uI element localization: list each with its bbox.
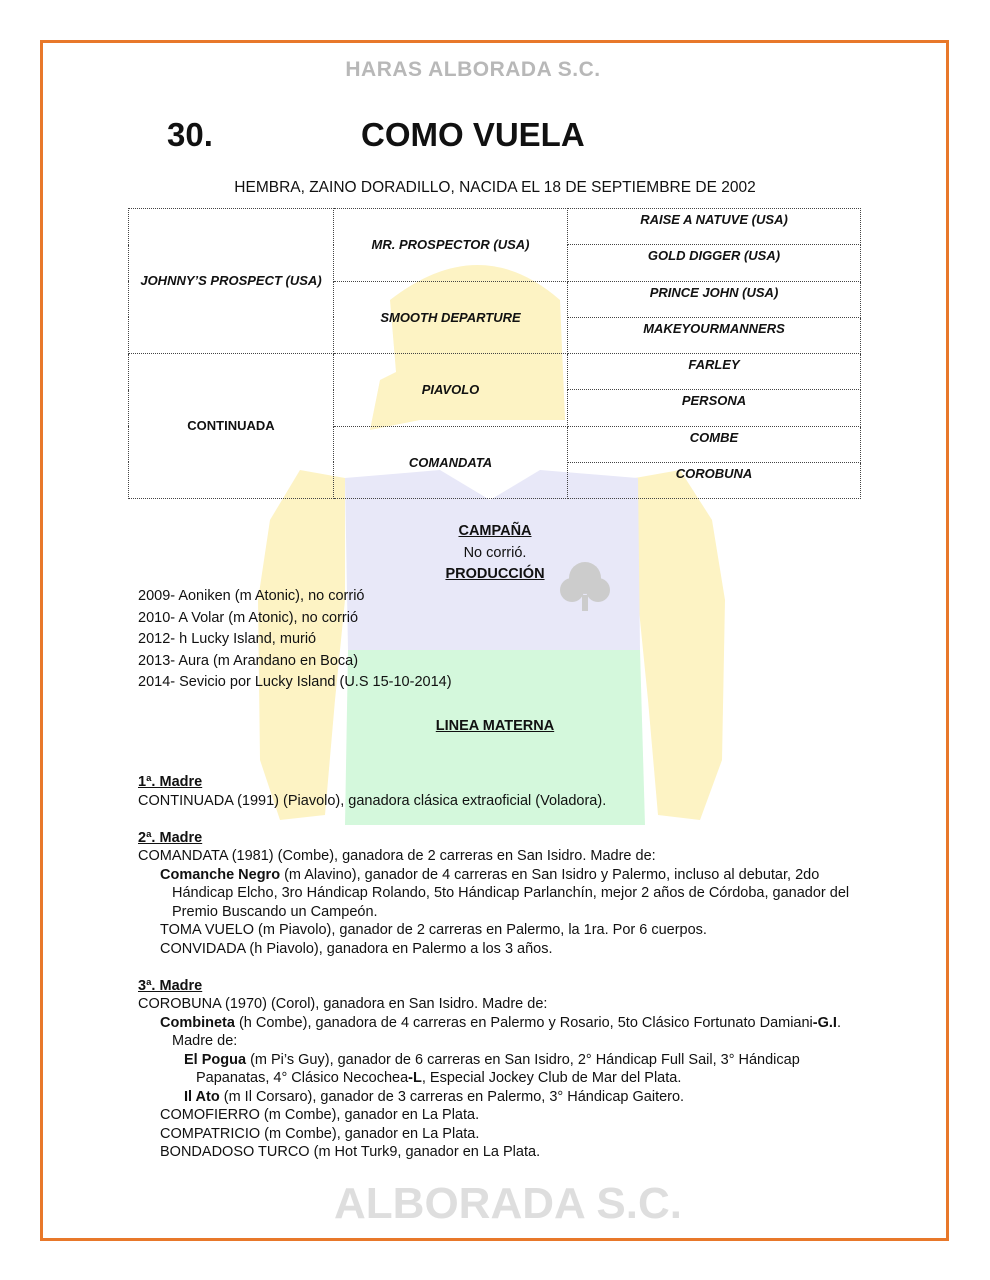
produccion-item: 2014- Sevicio por Lucky Island (U.S 15-10-2014)	[138, 674, 452, 690]
line-text: (h Combe), ganadora de 4 carreras en Palermo y Rosario, 5to Clásico Fortunato Damiani	[234, 1014, 813, 1031]
line-text: . Madre de:	[172, 1014, 841, 1049]
horse-name-bold: Comanche Negro	[160, 866, 281, 883]
dam: CONTINUADA	[129, 354, 334, 499]
gen3-3: PRINCE JOHN (USA)	[568, 281, 861, 317]
watermark-text: ALBORADA S.C.	[334, 1179, 682, 1228]
gen3-2: GOLD DIGGER (USA)	[568, 245, 861, 281]
offspring-line	[138, 1143, 850, 1162]
horse-name-bold: El Pogua	[184, 1051, 247, 1068]
sire-dam: SMOOTH DEPARTURE	[334, 281, 568, 354]
madre-heading: 3ª. Madre	[138, 977, 203, 994]
offspring-line	[138, 792, 850, 811]
line-text: COMPATRICIO (m Combe), ganador en La Plata.	[160, 1125, 480, 1142]
linea-materna-heading: LINEA MATERNA	[435, 718, 555, 734]
horse-name-bold: -L	[408, 1070, 422, 1086]
stud-name: HARAS ALBORADA S.C.	[345, 58, 601, 81]
madre-heading: 1ª. Madre	[138, 774, 203, 790]
offspring-line	[138, 1125, 850, 1144]
line-text: (m Il Corsaro), ganador de 3 carreras en Palermo, 3° Hándicap Gaitero.	[219, 1088, 685, 1105]
gen3-4: MAKEYOURMANNERS	[568, 317, 861, 353]
produccion-list	[138, 586, 452, 694]
gen3-8: COROBUNA	[568, 462, 861, 498]
offspring-line	[138, 995, 850, 1014]
spacer	[138, 810, 850, 829]
sire-sire: MR. PROSPECTOR (USA)	[334, 209, 568, 282]
produccion-item: 2009- Aoniken (m Atonic), no corrió	[138, 588, 365, 604]
horse-description: HEMBRA, ZAINO DORADILLO, NACIDA EL 18 DE SEPTIEMBRE DE 2002	[234, 179, 756, 196]
line-text: (m Alavino), ganador de 4 carreras en San Isidro y Palermo, incluso al debutar, 2do Hándicap Elcho, 3ro Hándicap Rolando, 5to Hándicap Parlanchín, mejor 2 años de Córdoba, ganador del Premio Buscando un Campeón.	[172, 866, 850, 920]
gen3-1: RAISE A NATUVE (USA)	[568, 209, 861, 245]
line-text: COMOFIERRO (m Combe), ganador en La Plata.	[160, 1107, 480, 1123]
offspring-line	[138, 866, 850, 922]
gen3-5: FARLEY	[568, 354, 861, 390]
line-text: , Especial Jockey Club de Mar del Plata.	[421, 1070, 682, 1086]
offspring-line	[138, 1014, 850, 1051]
offspring-line	[138, 921, 850, 940]
dam-dam: COMANDATA	[334, 426, 568, 499]
horse-name-bold: -G.I	[812, 1014, 837, 1031]
line-text: BONDADOSO TURCO (m Hot Turk9, ganador en La Plata.	[160, 1144, 541, 1160]
line-text: TOMA VUELO (m Piavolo), ganador de 2 carreras en Palermo, la 1ra. Por 6 cuerpos.	[160, 922, 707, 938]
offspring-line	[138, 1051, 850, 1088]
dam-sire: PIAVOLO	[334, 354, 568, 427]
horse-name-bold: Combineta	[160, 1014, 235, 1031]
pedigree-table	[128, 208, 861, 499]
sire: JOHNNY’S PROSPECT (USA)	[129, 209, 334, 354]
offspring-line	[138, 1088, 850, 1107]
produccion-item: 2010- A Volar (m Atonic), no corrió	[138, 609, 359, 626]
campana-heading: CAMPAÑA	[458, 523, 532, 539]
madre-heading: 2ª. Madre	[138, 829, 203, 846]
produccion-item: 2013- Aura (m Arandano en Boca)	[138, 652, 359, 669]
line-text: COMANDATA (1981) (Combe), ganadora de 2 carreras en San Isidro. Madre de:	[138, 848, 656, 864]
linea-materna-section	[138, 773, 850, 1162]
spacer	[138, 958, 850, 977]
campana-text: No corrió.	[463, 545, 527, 561]
gen3-6: PERSONA	[568, 390, 861, 426]
produccion-heading: PRODUCCIÓN	[445, 566, 545, 582]
line-text: (m Pi’s Guy), ganador de 6 carreras en San Isidro, 2° Hándicap Full Sail, 3° Hándicap Papanatas, 4° Clásico Necochea	[196, 1051, 800, 1086]
gen3-7: COMBE	[568, 426, 861, 462]
produccion-item: 2012- h Lucky Island, murió	[138, 631, 317, 647]
offspring-line	[138, 940, 850, 959]
horse-name-bold: Il Ato	[184, 1088, 220, 1105]
offspring-line	[138, 847, 850, 866]
horse-name: COMO VUELA	[361, 116, 585, 153]
offspring-line	[138, 1106, 850, 1125]
line-text: CONTINUADA (1991) (Piavolo), ganadora clásica extraoficial (Voladora).	[138, 792, 607, 809]
lot-number: 30.	[167, 116, 213, 153]
line-text: CONVIDADA (h Piavolo), ganadora en Palermo a los 3 años.	[160, 940, 553, 957]
line-text: COROBUNA (1970) (Corol), ganadora en San Isidro. Madre de:	[138, 996, 548, 1012]
